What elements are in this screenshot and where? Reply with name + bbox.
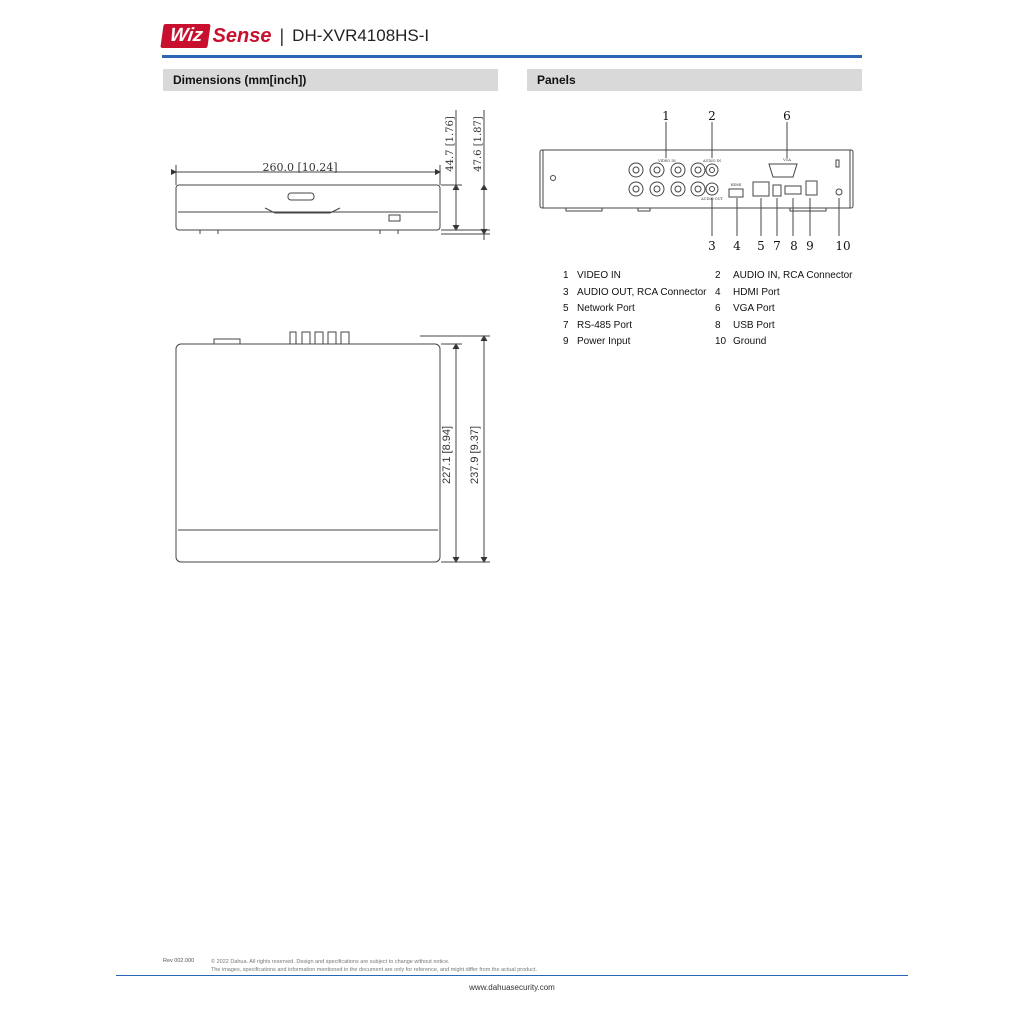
marker-10: 10 [835,239,851,253]
legend-label: USB Port [733,319,775,331]
legend-label: RS-485 Port [577,319,633,331]
logo-sense: Sense [212,24,272,47]
header-separator: | [279,25,285,46]
legend-label: VIDEO IN [577,270,621,281]
rear-label-video-in: VIDEO IN [658,159,676,163]
legend-row [563,301,863,318]
legend-number: 1 [563,270,569,281]
legend-row [563,334,863,351]
legend-label: Ground [733,336,767,348]
marker-9: 9 [806,239,814,253]
dim-depth-a-label: 227.1 [8.94] [441,425,453,485]
legend-number: 5 [563,303,569,315]
footer-revision: Rev 002.000 [163,958,195,964]
legend-label: HDMI Port [733,286,780,298]
model-name: DH-XVR4108HS-I [292,26,430,45]
section-dimensions: Dimensions (mm[inch]) [163,69,498,91]
logo-wiz: Wiz [160,24,210,48]
dim-depth-b-label: 237.9 [9.37] [469,425,481,485]
legend-label: Power Input [577,336,631,348]
footer-url[interactable]: www.dahuasecurity.com [469,983,555,992]
legend-row [563,285,863,302]
legend-number: 6 [715,303,721,315]
marker-2: 2 [708,109,716,123]
legend-number: 9 [563,336,569,348]
legend-number: 8 [715,319,721,331]
marker-6: 6 [783,109,791,123]
marker-5: 5 [757,239,765,253]
legend-number: 2 [715,270,721,281]
dim-width-label: 260.0 [10.24] [262,161,338,174]
footer-copyright [211,958,631,974]
marker-8: 8 [790,239,798,253]
legend-label: Network Port [577,303,635,315]
legend-number: 4 [715,286,721,298]
legend-number: 3 [563,286,569,298]
rear-label-audio-out: AUDIO OUT [701,197,723,201]
legend-label: AUDIO OUT, RCA Connector [577,286,707,298]
footer-rule [116,975,908,976]
marker-7: 7 [773,239,781,253]
marker-3: 3 [708,239,716,253]
rear-label-hdmi: HDMI [730,183,742,187]
dim-height-a-label: 44.7 [1.76] [445,116,456,172]
section-panels: Panels [527,69,862,91]
legend-number: 7 [563,319,569,331]
rear-label-vga: VGA [783,158,791,162]
dim-height-b-label: 47.6 [1.87] [473,116,484,172]
marker-1: 1 [662,109,670,123]
legend-number: 10 [715,336,727,348]
marker-4: 4 [733,239,741,253]
footer-copyright-line-1: © 2022 Dahua. All rights reserved. Design and specifications are subject to change without notice. [211,959,450,965]
front-view-drawing [176,110,490,240]
legend-row [563,268,863,285]
rear-panel-drawing [540,122,853,236]
legend-row [563,318,863,335]
panel-legend [563,268,863,351]
rear-label-audio-in: AUDIO IN [702,159,722,163]
legend-label: VGA Port [733,303,775,315]
legend-label: AUDIO IN, RCA Connector [733,270,853,281]
footer-copyright-line-2: The images, specifications and information mentioned in the document are only for reference, and might differ from the actual product. [211,967,538,973]
